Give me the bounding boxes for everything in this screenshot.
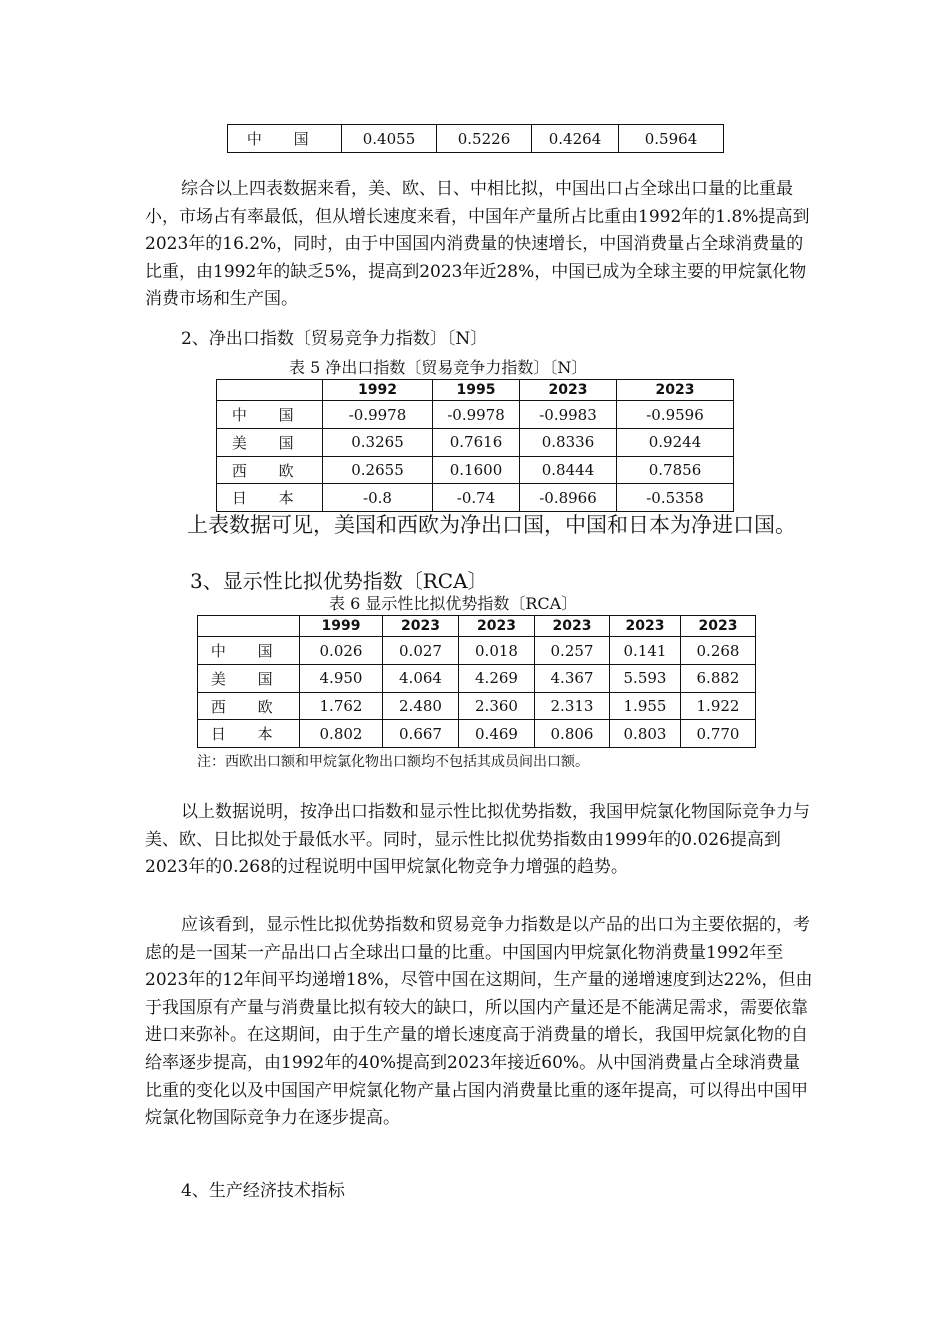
table-6	[197, 615, 756, 748]
table-cell: 0.770	[681, 720, 756, 748]
table-row	[217, 484, 734, 512]
table-cell: 2.360	[459, 692, 535, 720]
table-6-note: 注：西欧出口额和甲烷氯化物出口额均不包括其成员间出口额。	[197, 754, 589, 770]
table-6-caption: 表 6 显示性比拟优势指数〔RCA〕	[329, 594, 578, 613]
row-label: 美 国	[217, 429, 323, 457]
column-header: 1992	[323, 380, 433, 401]
table-cell: 0.4264	[532, 125, 619, 153]
table-cell: 0.802	[300, 720, 383, 748]
row-label: 中 国	[228, 125, 342, 153]
row-label: 中 国	[198, 637, 300, 665]
table-cell: -0.9978	[433, 401, 520, 429]
column-header: 2023	[459, 616, 535, 637]
column-header: 2023	[383, 616, 459, 637]
table-cell: 4.367	[535, 665, 610, 693]
row-label: 西 欧	[217, 456, 323, 484]
column-header: 2023	[610, 616, 681, 637]
table-cell: 0.7616	[433, 429, 520, 457]
table-cell: 0.268	[681, 637, 756, 665]
table-cell: 0.667	[383, 720, 459, 748]
table-cell: 0.806	[535, 720, 610, 748]
row-label: 西 欧	[198, 692, 300, 720]
table-cell: -0.8966	[520, 484, 617, 512]
table-5	[216, 379, 734, 512]
table-cell: -0.9983	[520, 401, 617, 429]
table-cell: 1.922	[681, 692, 756, 720]
table-row	[198, 692, 756, 720]
table-cell: 4.269	[459, 665, 535, 693]
table-cell: 2.480	[383, 692, 459, 720]
table-row	[217, 429, 734, 457]
table-cell: 0.141	[610, 637, 681, 665]
table-cell: 1.955	[610, 692, 681, 720]
table-4-tail	[227, 124, 724, 153]
paragraph-net-exporters: 上表数据可见，美国和西欧为净出口国，中国和日本为净进口国。	[187, 513, 796, 537]
table-cell: 4.950	[300, 665, 383, 693]
table-cell: 0.9244	[617, 429, 734, 457]
section-heading-rca: 3、显示性比拟优势指数〔RCA〕	[190, 569, 488, 593]
table-cell: 0.7856	[617, 456, 734, 484]
column-header: 1999	[300, 616, 383, 637]
table-row	[198, 665, 756, 693]
table-row	[217, 401, 734, 429]
table-cell: 0.018	[459, 637, 535, 665]
row-label: 日 本	[198, 720, 300, 748]
table-cell: 0.1600	[433, 456, 520, 484]
table-cell: 1.762	[300, 692, 383, 720]
table-cell: 2.313	[535, 692, 610, 720]
table-cell: -0.9978	[323, 401, 433, 429]
table-cell: 0.2655	[323, 456, 433, 484]
paragraph-analysis: 应该看到，显示性比拟优势指数和贸易竞争力指数是以产品的出口为主要依据的，考虑的是一国某一产品出口占全球出口量的比重。中国国内甲烷氯化物消费量1992年至2023年的12年间平均递增18%，尽管中国在这期间，生产量的递增速度到达22%，但由于我国原有产量与消费量比拟有较大的缺口，所以国内产量还是不能满足需求，需要依靠进口来弥补。在这期间，由于生产量的增长速度高于消费量的增长，我国甲烷氯化物的自给率逐步提高，由1992年的40%提高到2023年接近60%。从中国消费量占全球消费量比重的变化以及中国国产甲烷氯化物产量占国内消费量比重的逐年提高，可以得出中国甲烷氯化物国际竞争力在逐步提高。	[145, 915, 813, 1129]
column-header: 2023	[535, 616, 610, 637]
table-row	[217, 456, 734, 484]
column-header	[198, 616, 300, 637]
row-label: 美 国	[198, 665, 300, 693]
column-header	[217, 380, 323, 401]
table-header-row	[217, 380, 734, 401]
section-heading-net-export: 2、净出口指数〔贸易竞争力指数〕〔N〕	[181, 329, 488, 349]
column-header: 2023	[617, 380, 734, 401]
column-header: 2023	[681, 616, 756, 637]
table-cell: 0.8336	[520, 429, 617, 457]
table-cell: 0.257	[535, 637, 610, 665]
table-row	[198, 720, 756, 748]
paragraph-summary: 综合以上四表数据来看，美、欧、日、中相比拟，中国出口占全球出口量的比重最小，市场占有率最低，但从增长速度来看，中国年产量所占比重由1992年的1.8%提高到2023年的16.2%，同时，由于中国国内消费量的快速增长，中国消费量占全球消费量的比重，由1992年的缺乏5%，提高到2023年近28%，中国已成为全球主要的甲烷氯化物消费市场和生产国。	[145, 179, 810, 310]
column-header: 2023	[520, 380, 617, 401]
table-cell: 0.5964	[619, 125, 724, 153]
table-cell: 5.593	[610, 665, 681, 693]
row-label: 中 国	[217, 401, 323, 429]
table-header-row	[198, 616, 756, 637]
table-cell: -0.74	[433, 484, 520, 512]
table-cell: 4.064	[383, 665, 459, 693]
table-cell: 0.4055	[342, 125, 437, 153]
table-cell: 0.3265	[323, 429, 433, 457]
table-cell: -0.8	[323, 484, 433, 512]
table-row	[198, 637, 756, 665]
table-row	[228, 125, 724, 153]
table-cell: -0.5358	[617, 484, 734, 512]
table-cell: 0.469	[459, 720, 535, 748]
table-cell: -0.9596	[617, 401, 734, 429]
row-label: 日 本	[217, 484, 323, 512]
table-cell: 0.803	[610, 720, 681, 748]
table-cell: 0.026	[300, 637, 383, 665]
section-heading-technical-indicators: 4、生产经济技术指标	[181, 1181, 345, 1201]
table-cell: 0.5226	[437, 125, 532, 153]
table-cell: 0.027	[383, 637, 459, 665]
column-header: 1995	[433, 380, 520, 401]
table-cell: 6.882	[681, 665, 756, 693]
table-5-caption: 表 5 净出口指数〔贸易竞争力指数〕〔N〕	[289, 358, 588, 377]
table-cell: 0.8444	[520, 456, 617, 484]
paragraph-competitiveness: 以上数据说明，按净出口指数和显示性比拟优势指数，我国甲烷氯化物国际竞争力与美、欧、日比拟处于最低水平。同时，显示性比拟优势指数由1999年的0.026提高到2023年的0.268的过程说明中国甲烷氯化物竞争力增强的趋势。	[145, 802, 810, 878]
